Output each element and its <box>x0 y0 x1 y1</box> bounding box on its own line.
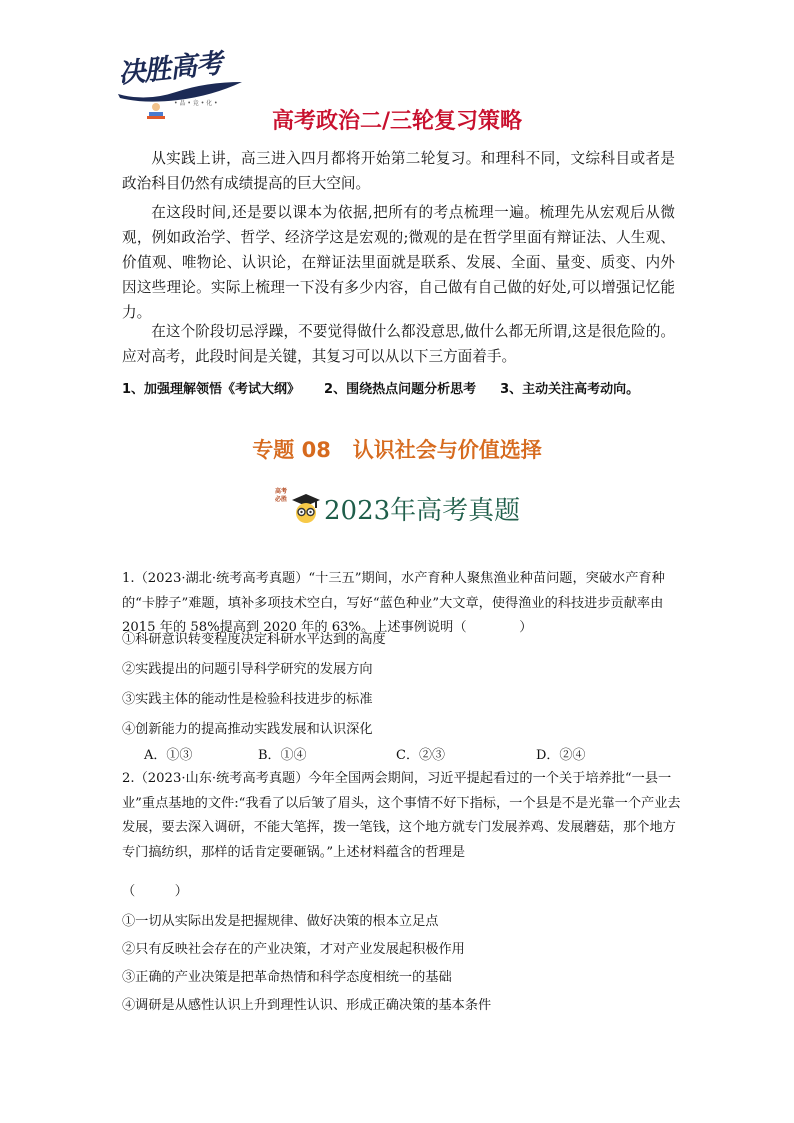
page-title: 高考政治二/三轮复习策略 <box>271 109 523 134</box>
strategy-item-1: 1、加强理解领悟《考试大纲》 <box>122 382 301 397</box>
answer-d[interactable]: D．②④ <box>536 748 586 763</box>
question-2-stem: 2.（2023·山东·统考高考真题）今年全国两会期间，习近平提起看过的一个关于培养批“一县一业”重点基地的文件:“我看了以后皱了眉头，这个事情不好下指标，一个县是不是光靠一个产业去发展，要去深入调研，不能大笔挥，拨一笔钱，这个地方就专门发展养鸡、发展蘑菇，那个地方专门搞纺织，那样的话肯定要砸锅。”上述材料蕴含的哲理是 <box>122 771 681 860</box>
logo-subtitle: • 品 • 竞 • 化 • <box>174 100 218 107</box>
banner-title: 2023年高考真题 <box>324 496 521 526</box>
question-1-option-3: ③实践主体的能动性是检验科技进步的标准 <box>122 692 373 707</box>
question-2-paren: （ ） <box>122 884 188 899</box>
question-1-option-4: ④创新能力的提高推动实践发展和认识深化 <box>122 722 373 737</box>
strategy-list <box>122 378 682 397</box>
question-2-option-1: ①一切从实际出发是把握规律、做好决策的根本立足点 <box>122 914 439 929</box>
question-1-option-2: ②实践提出的问题引导科学研究的发展方向 <box>122 662 373 677</box>
strategy-item-3: 3、主动关注高考动向。 <box>500 382 640 397</box>
banner-side-text: 高考必胜 <box>275 488 288 503</box>
strategy-item-2: 2、围绕热点问题分析思考 <box>324 382 477 397</box>
intro-paragraph-3: 在这个阶段切忌浮躁，不要觉得做什么都没意思,做什么都无所谓,这是很危险的。应对高考，此段时间是关键，其复习可以从以下三方面着手。 <box>122 323 675 365</box>
logo-text: 决胜高考 <box>116 48 224 90</box>
graduate-owl-icon <box>290 492 322 524</box>
question-1-stem: 1.（2023·湖北·统考高考真题）“十三五”期间，水产育种人聚焦渔业种苗问题，突破水产育种的“卡脖子”难题，填补多项技术空白，写好“蓝色种业”大文章，使得渔业的科技进步贡献率由 2015 年的 58%提高到 2020 年的 63%。上述事例说明（ ） <box>122 571 665 635</box>
answer-a[interactable]: A．①③ <box>144 748 193 763</box>
exam-banner <box>272 484 532 530</box>
question-1-option-1: ①科研意识转变程度决定科研水平达到的高度 <box>122 632 386 647</box>
intro-paragraph-2: 在这段时间,还是要以课本为依据,把所有的考点梳理一遍。梳理先从宏观后从微观，例如政治学、哲学、经济学这是宏观的;微观的是在哲学里面有辩证法、人生观、价值观、唯物论、认识论，在辩证法里面就是联系、发展、全面、量变、质变、内外因这些理论。实际上梳理一下没有多少内容，自己做有自己做的好处,可以增强记忆能力。 <box>122 204 675 321</box>
question-2-option-4: ④调研是从感性认识上升到理性认识、形成正确决策的基本条件 <box>122 998 492 1013</box>
answer-c[interactable]: C．②③ <box>396 748 445 763</box>
topic-title: 专题 08 认识社会与价值选择 <box>252 438 542 462</box>
question-2-option-2: ②只有反映社会存在的产业决策，才对产业发展起积极作用 <box>122 942 465 957</box>
answer-b[interactable]: B．①④ <box>258 748 307 763</box>
intro-paragraph-1: 从实践上讲，高三进入四月都将开始第二轮复习。和理科不同，文综科目或者是政治科目仍然有成绩提高的巨大空间。 <box>122 150 675 192</box>
question-2-option-3: ③正确的产业决策是把革命热情和科学态度相统一的基础 <box>122 970 452 985</box>
